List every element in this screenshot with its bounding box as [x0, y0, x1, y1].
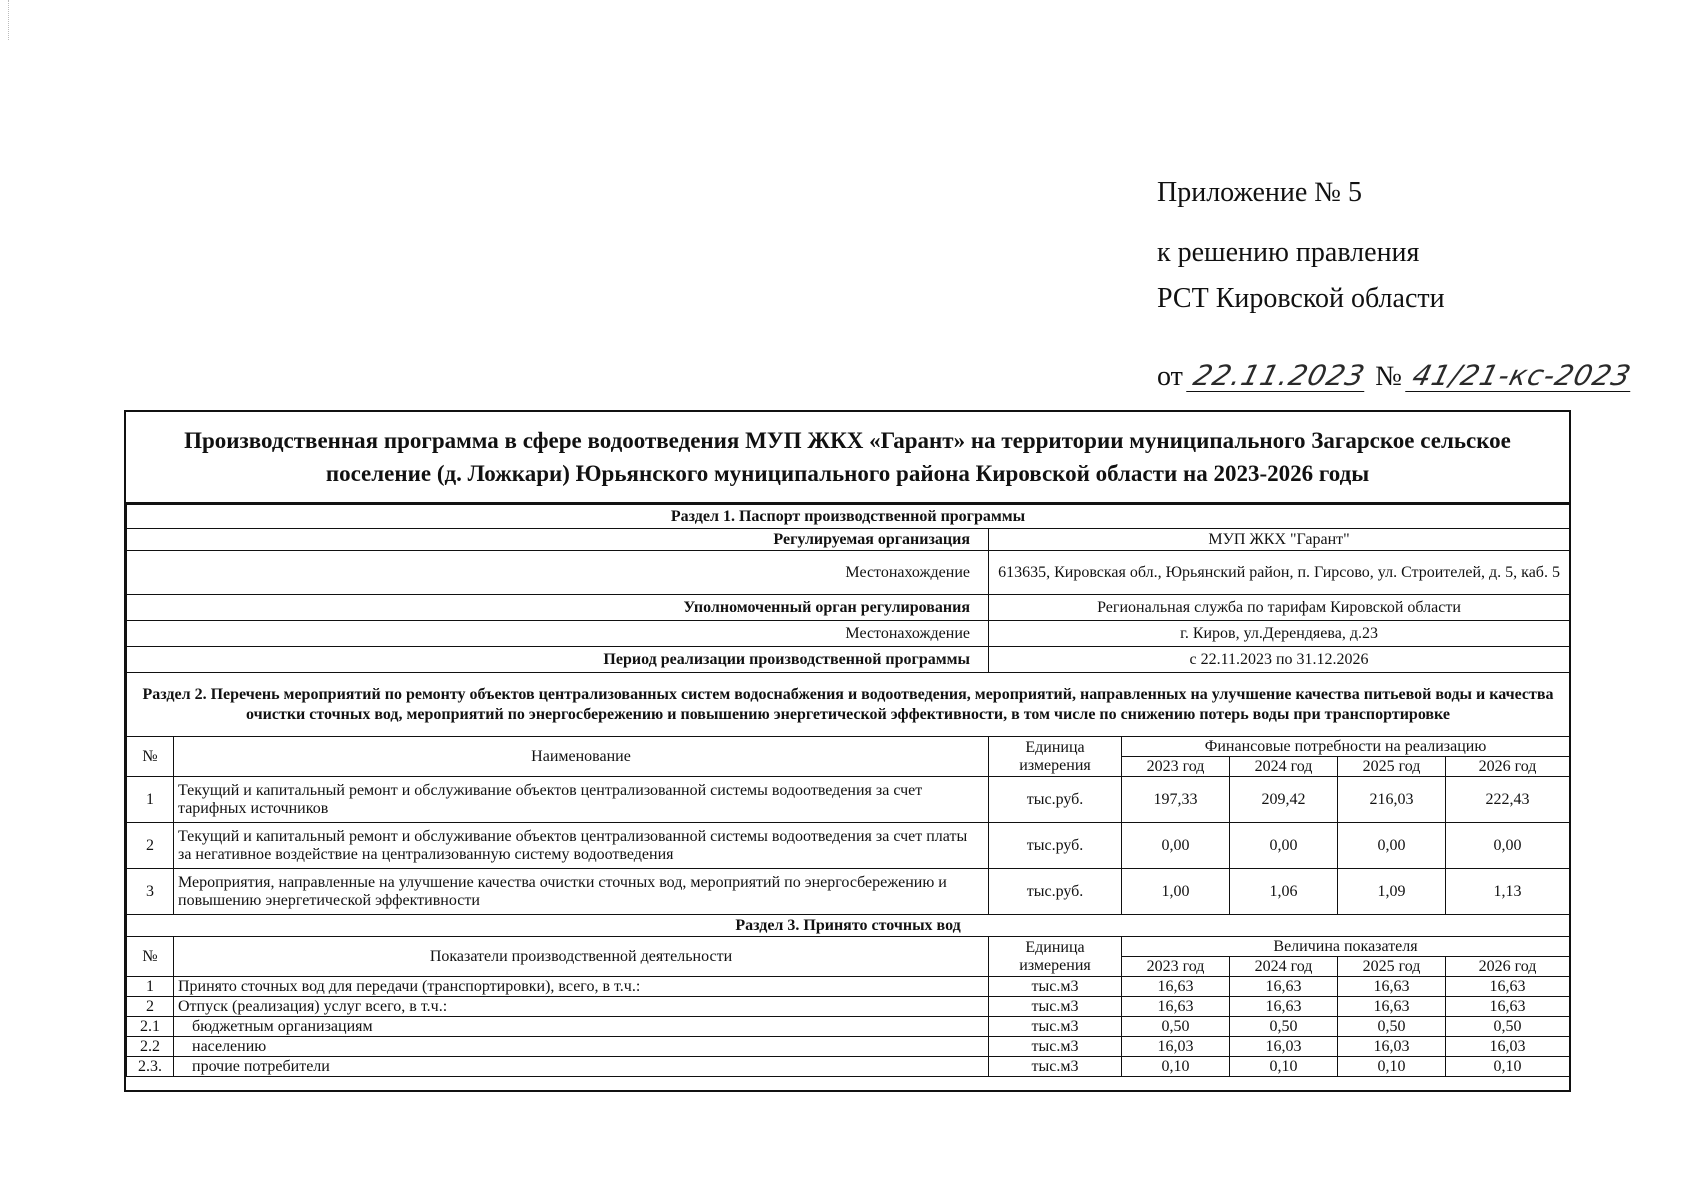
row-value: 0,50	[1338, 1017, 1446, 1037]
handwritten-number: 41/21-кс-2023	[1405, 361, 1638, 392]
table-row	[127, 1017, 1570, 1037]
program-title: Производственная программа в сфере водоотведения МУП ЖКХ «Гарант» на территории муниципального Загарское сельское поселение (д. Ложкари) Юрьянского муниципального района Кировской области на 2023-2026 годы	[126, 412, 1569, 504]
row-value: 16,63	[1122, 977, 1230, 997]
row-unit: тыс.руб.	[989, 823, 1122, 869]
row-value: 1,13	[1446, 869, 1570, 915]
scan-edge-mark	[8, 0, 10, 40]
row-value: 0,50	[1446, 1017, 1570, 1037]
passport-value: с 22.11.2023 по 31.12.2026	[989, 647, 1570, 673]
row-value: 0,10	[1446, 1057, 1570, 1077]
program-frame	[124, 410, 1571, 1092]
col-unit-header: Единица измерения	[989, 937, 1122, 977]
row-value: 0,00	[1446, 823, 1570, 869]
row-value: 0,10	[1230, 1057, 1338, 1077]
year-header: 2026 год	[1446, 957, 1570, 977]
row-value: 16,63	[1446, 977, 1570, 997]
row-no: 2	[127, 823, 174, 869]
year-header: 2025 год	[1338, 957, 1446, 977]
col-group-header: Финансовые потребности на реализацию	[1122, 737, 1570, 757]
row-name: Принято сточных вод для передачи (транспортировки), всего, в т.ч.:	[174, 977, 989, 997]
passport-row	[127, 529, 1570, 551]
section2-heading: Раздел 2. Перечень мероприятий по ремонту объектов централизованных систем водоснабжения и водоотведения, мероприятий, направленных на улучшение качества питьевой воды и качества очистки сточных вод, мероприятий по энергосбережению и повышению энергетической эффективности, в том числе по снижению потерь воды при транспортировке	[127, 673, 1570, 737]
passport-label: Местонахождение	[127, 621, 989, 647]
row-value: 197,33	[1122, 777, 1230, 823]
row-name: Отпуск (реализация) услуг всего, в т.ч.:	[174, 997, 989, 1017]
row-value: 0,00	[1338, 823, 1446, 869]
row-no: 2.1	[127, 1017, 174, 1037]
row-name: Текущий и капитальный ремонт и обслуживание объектов централизованной системы водоотведения за счет платы за негативное воздействие на централизованную систему водоотведения	[174, 823, 989, 869]
row-unit: тыс.м3	[989, 977, 1122, 997]
row-value: 16,03	[1338, 1037, 1446, 1057]
table-row	[127, 869, 1570, 915]
year-header: 2024 год	[1230, 957, 1338, 977]
col-unit-header: Единица измерения	[989, 737, 1122, 777]
year-header: 2025 год	[1338, 757, 1446, 777]
row-value: 16,63	[1230, 997, 1338, 1017]
row-no: 2.2	[127, 1037, 174, 1057]
section3-header-row	[127, 937, 1570, 957]
table-row	[127, 977, 1570, 997]
number-label: №	[1375, 361, 1402, 392]
appendix-date-line	[1157, 354, 1634, 400]
section1-heading: Раздел 1. Паспорт производственной программы	[127, 505, 1570, 529]
row-unit: тыс.м3	[989, 1037, 1122, 1057]
row-value: 209,42	[1230, 777, 1338, 823]
passport-value: Региональная служба по тарифам Кировской области	[989, 595, 1570, 621]
passport-row	[127, 647, 1570, 673]
row-value: 1,09	[1338, 869, 1446, 915]
row-value: 0,50	[1230, 1017, 1338, 1037]
row-value: 16,03	[1446, 1037, 1570, 1057]
col-no-header: №	[127, 937, 174, 977]
row-no: 1	[127, 977, 174, 997]
appendix-decision-line: к решению правления	[1157, 237, 1420, 268]
program-table	[126, 504, 1570, 1077]
row-value: 16,63	[1446, 997, 1570, 1017]
appendix-header	[1157, 170, 1634, 400]
year-header: 2023 год	[1122, 757, 1230, 777]
row-value: 1,00	[1122, 869, 1230, 915]
passport-value: 613635, Кировская обл., Юрьянский район, п. Гирсово, ул. Строителей, д. 5, каб. 5	[989, 551, 1570, 595]
row-value: 222,43	[1446, 777, 1570, 823]
row-name: населению	[174, 1037, 989, 1057]
row-name: Текущий и капитальный ремонт и обслуживание объектов централизованной системы водоотведения за счет тарифных источников	[174, 777, 989, 823]
table-row	[127, 1057, 1570, 1077]
table-row	[127, 823, 1570, 869]
year-header: 2024 год	[1230, 757, 1338, 777]
row-value: 0,50	[1122, 1017, 1230, 1037]
table-row	[127, 777, 1570, 823]
row-value: 16,63	[1122, 997, 1230, 1017]
row-value: 16,63	[1230, 977, 1338, 997]
row-value: 0,00	[1230, 823, 1338, 869]
section3-heading-row	[127, 915, 1570, 937]
passport-label: Местонахождение	[127, 551, 989, 595]
row-unit: тыс.м3	[989, 1057, 1122, 1077]
passport-value: МУП ЖКХ "Гарант"	[989, 529, 1570, 551]
row-unit: тыс.руб.	[989, 869, 1122, 915]
row-no: 1	[127, 777, 174, 823]
year-header: 2026 год	[1446, 757, 1570, 777]
row-no: 3	[127, 869, 174, 915]
table-row	[127, 1037, 1570, 1057]
section1-heading-row	[127, 505, 1570, 529]
row-value: 16,03	[1122, 1037, 1230, 1057]
row-unit: тыс.м3	[989, 1017, 1122, 1037]
row-value: 0,10	[1122, 1057, 1230, 1077]
table-row	[127, 997, 1570, 1017]
row-no: 2.3.	[127, 1057, 174, 1077]
row-value: 16,03	[1230, 1037, 1338, 1057]
handwritten-date: 22.11.2023	[1186, 361, 1372, 392]
row-name: бюджетным организациям	[174, 1017, 989, 1037]
section3-heading: Раздел 3. Принято сточных вод	[127, 915, 1570, 937]
from-label: от	[1157, 361, 1183, 392]
row-value: 216,03	[1338, 777, 1446, 823]
passport-value: г. Киров, ул.Дерендяева, д.23	[989, 621, 1570, 647]
row-value: 0,00	[1122, 823, 1230, 869]
section2-heading-row	[127, 673, 1570, 737]
col-group-header: Величина показателя	[1122, 937, 1570, 957]
passport-row	[127, 595, 1570, 621]
col-name-header: Показатели производственной деятельности	[174, 937, 989, 977]
row-name: Мероприятия, направленные на улучшение качества очистки сточных вод, мероприятий по энергосбережению и повышению энергетической эффективности	[174, 869, 989, 915]
year-header: 2023 год	[1122, 957, 1230, 977]
row-value: 16,63	[1338, 997, 1446, 1017]
passport-label: Регулируемая организация	[127, 529, 989, 551]
row-value: 16,63	[1338, 977, 1446, 997]
row-name: прочие потребители	[174, 1057, 989, 1077]
passport-row	[127, 551, 1570, 595]
appendix-number: Приложение № 5	[1157, 177, 1362, 208]
row-value: 0,10	[1338, 1057, 1446, 1077]
row-value: 1,06	[1230, 869, 1338, 915]
passport-label: Уполномоченный орган регулирования	[127, 595, 989, 621]
appendix-authority-line: РСТ Кировской области	[1157, 283, 1445, 314]
row-unit: тыс.руб.	[989, 777, 1122, 823]
row-no: 2	[127, 997, 174, 1017]
col-name-header: Наименование	[174, 737, 989, 777]
col-no-header: №	[127, 737, 174, 777]
passport-label: Период реализации производственной программы	[127, 647, 989, 673]
row-unit: тыс.м3	[989, 997, 1122, 1017]
passport-row	[127, 621, 1570, 647]
section2-header-row	[127, 737, 1570, 757]
